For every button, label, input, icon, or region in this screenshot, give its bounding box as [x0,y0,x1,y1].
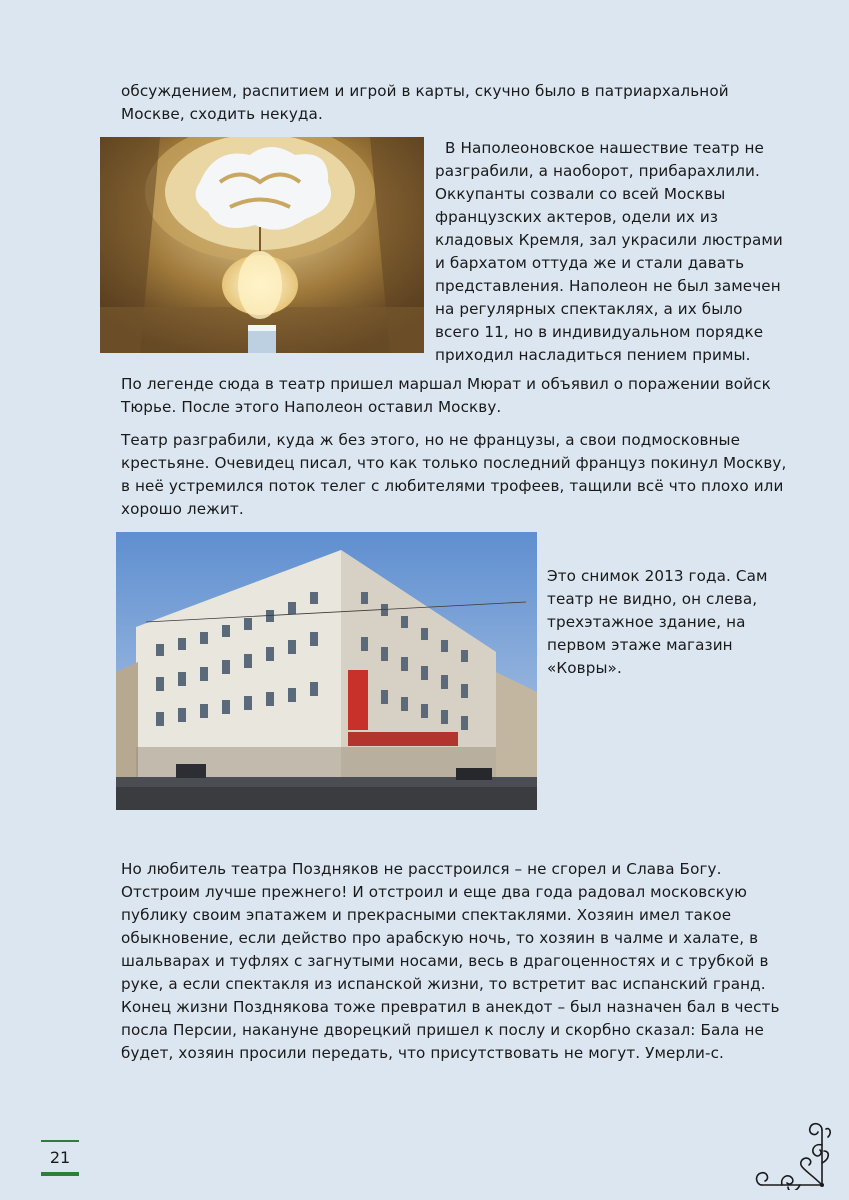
paragraph-pozdnyakov: Но любитель театра Поздняков не расстроился – не сгорел и Слава Богу. Отстроим лучше прежнего! И отстроил и еще два года радовал московскую публику своим эпатажем и прекрасными спектаклями. Хозяин имел такое обыкновение, если действо про арабскую ночь, то хозяин в чалме и халате, в шальварах и туфлях с загнутыми носами, весь в драгоценностях и с трубкой в руке, а если спектакля из испанской жизни, то встретит вас испанский гранд. Конец жизни Позднякова тоже превратил в анекдот – был назначен бал в честь посла Персии, накануне дворецкий пришел к послу и скорбно сказал: Бала не будет, хозяин просили передать, что присутствовать не могут. Умерли-с. [121,860,780,1062]
photo-caption: Это снимок 2013 года. Сам театр не видно, он слева, трехэтажное здание, на первом этаже магазин «Ковры». [547,567,768,677]
theatre-ceiling-photo [100,137,424,353]
page-number-block [41,1140,79,1177]
moscow-building-2013-photo [116,532,537,810]
page-number-rule-top [41,1140,79,1142]
paragraph-intro: обсуждением, распитием и игрой в карты, скучно было в патриархальной Москве, сходить некуда. [121,82,729,123]
paragraph-napoleon-invasion: В Наполеоновское нашествие театр не разграбили, а наоборот, прибарахлили. Оккупанты созвали со всей Москвы французских актеров, одели их из кладовых Кремля, зал украсили люстрами и бархатом оттуда же и стали давать представления. Наполеон не был замечен на регулярных спектаклях, а их было всего 11, но в индивидуальном порядке приходил насладиться пением примы. [435,139,783,364]
paragraph-murat-legend: По легенде сюда в театр пришел маршал Мюрат и объявил о поражении войск Тюрье. После этого Наполеон оставил Москву. [121,375,771,416]
page-number: 21 [49,1148,71,1167]
page-number-rule-bottom [41,1172,79,1176]
corner-ornament-icon [752,1115,832,1190]
paragraph-looting: Театр разграбили, куда ж без этого, но не французы, а свои подмосковные крестьяне. Очевидец писал, что как только последний француз покинул Москву, в неё устремился поток телег с любителями трофеев, тащили всё что плохо или хорошо лежит. [121,431,787,518]
